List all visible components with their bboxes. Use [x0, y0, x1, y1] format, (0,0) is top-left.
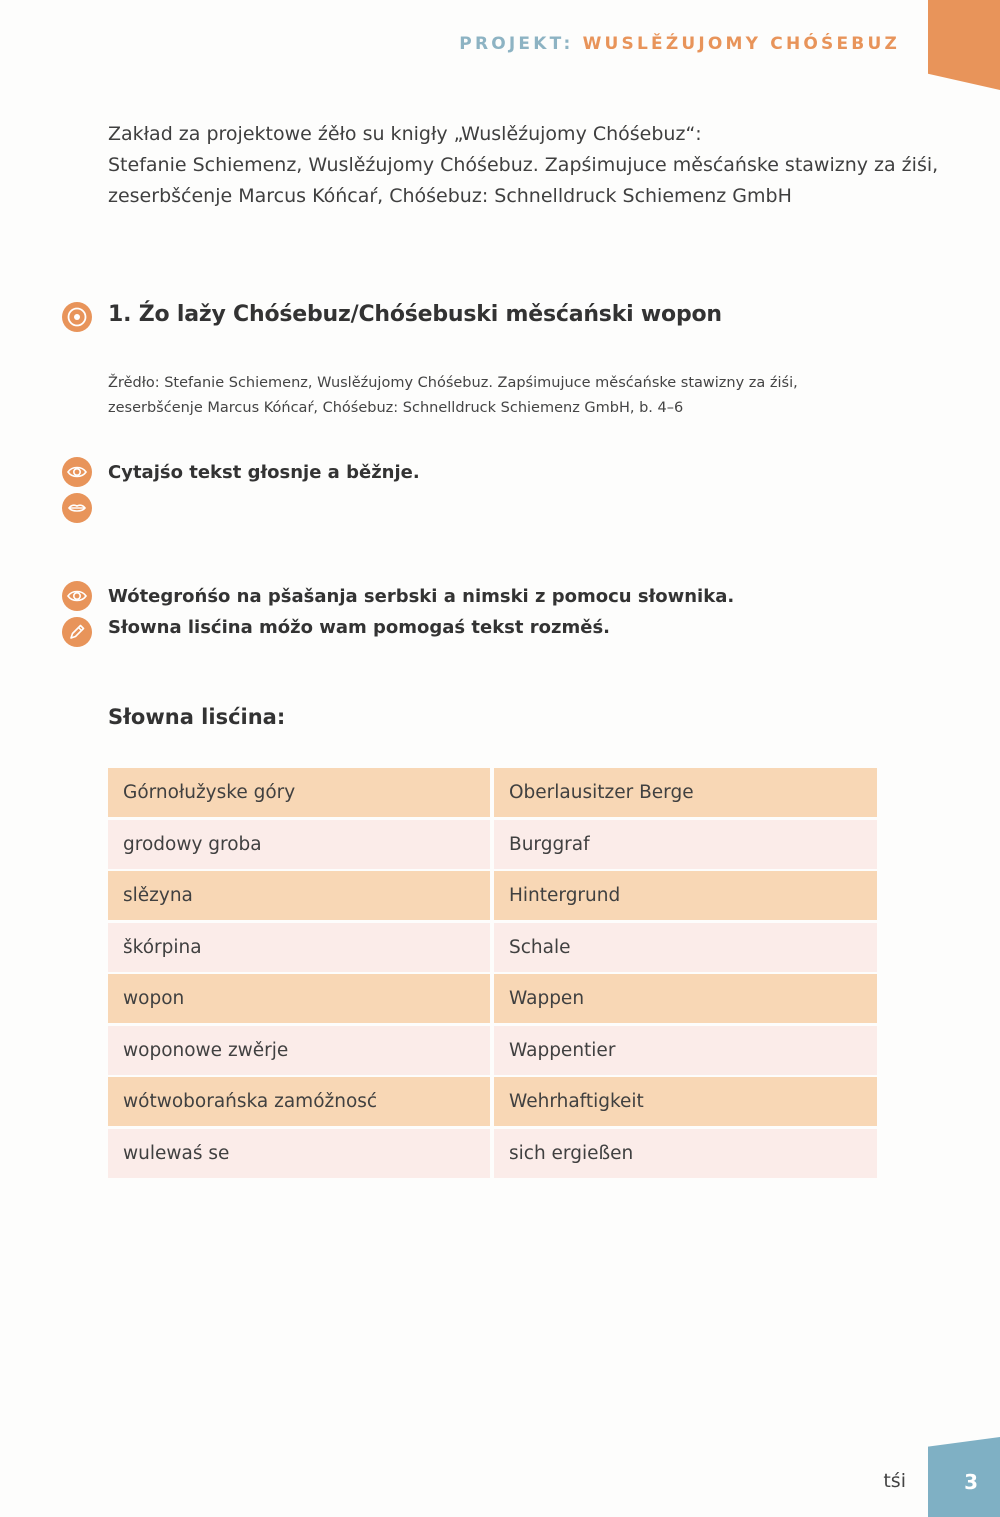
table-row: [108, 768, 877, 820]
vocab-term-german: Hintergrund: [494, 871, 877, 920]
instruction-wordlist-hint: Słowna lisćina móžo wam pomogaś tekst rozměś.: [108, 617, 611, 638]
vocab-term-german: Burggraf: [494, 820, 877, 869]
table-row: [108, 820, 877, 872]
vocab-term-german: Oberlausitzer Berge: [494, 768, 877, 817]
table-row: [108, 1077, 877, 1129]
section-heading: [108, 302, 722, 327]
header-prefix: PROJEKT:: [459, 34, 574, 54]
mouth-icon: [62, 493, 92, 523]
source-citation: [108, 371, 888, 421]
vocab-term-german: Wehrhaftigkeit: [494, 1077, 877, 1126]
instruction-translate: Wótegrońśo na pšašanja serbski a nimski z pomocu słownika.: [108, 586, 735, 607]
vocab-term-sorbian: škórpina: [108, 923, 490, 972]
corner-tab-top: [928, 0, 1000, 90]
vocab-table: [108, 768, 877, 1180]
vocab-term-german: Wappen: [494, 974, 877, 1023]
source-line: Žrědło: Stefanie Schiemenz, Wuslěźujomy Chóśebuz. Zapśimujuce měsćańske stawizny za źiśi,: [108, 375, 798, 391]
table-row: [108, 974, 877, 1026]
table-row: [108, 871, 877, 923]
vocab-term-sorbian: wótwoborańska zamóžnosć: [108, 1077, 490, 1126]
eye-icon: [62, 457, 92, 487]
instruction-read: Cytajśo tekst głosnje a běžnje.: [108, 462, 420, 483]
page-number-word: tśi: [883, 1470, 906, 1492]
eye-icon: [62, 581, 92, 611]
vocab-term-sorbian: woponowe zwěrje: [108, 1026, 490, 1075]
intro-line: Zakład za projektowe źěło su knigły „Wuslěźujomy Chóśebuz“:: [108, 123, 702, 145]
vocab-term-sorbian: wopon: [108, 974, 490, 1023]
target-icon: [62, 302, 92, 332]
pencil-icon: [62, 617, 92, 647]
table-row: [108, 1129, 877, 1181]
intro-paragraph: [108, 119, 939, 212]
section-number: 1.: [108, 302, 132, 327]
vocab-term-german: sich ergießen: [494, 1129, 877, 1178]
vocab-term-sorbian: grodowy groba: [108, 820, 490, 869]
running-header: [459, 34, 900, 54]
table-row: [108, 1026, 877, 1078]
header-title: WUSLĚŹUJOMY CHÓŚEBUZ: [582, 34, 900, 54]
intro-line: zeserbšćenje Marcus Kóńcaŕ, Chóśebuz: Schnelldruck Schiemenz GmbH: [108, 185, 792, 207]
table-row: [108, 923, 877, 975]
vocab-term-sorbian: Górnołužyske góry: [108, 768, 490, 817]
source-line: zeserbšćenje Marcus Kóńcaŕ, Chóśebuz: Schnelldruck Schiemenz GmbH, b. 4–6: [108, 400, 684, 416]
vocab-term-german: Wappentier: [494, 1026, 877, 1075]
intro-line: Stefanie Schiemenz, Wuslěźujomy Chóśebuz. Zapśimujuce měsćańske stawizny za źiśi,: [108, 154, 939, 176]
vocab-term-german: Schale: [494, 923, 877, 972]
vocab-term-sorbian: wulewaś se: [108, 1129, 490, 1178]
vocab-term-sorbian: slězyna: [108, 871, 490, 920]
page-number: 3: [964, 1470, 978, 1494]
vocab-title: Słowna lisćina:: [108, 705, 286, 729]
section-title: Źo lažy Chóśebuz/Chóśebuski měsćański wopon: [138, 302, 722, 327]
